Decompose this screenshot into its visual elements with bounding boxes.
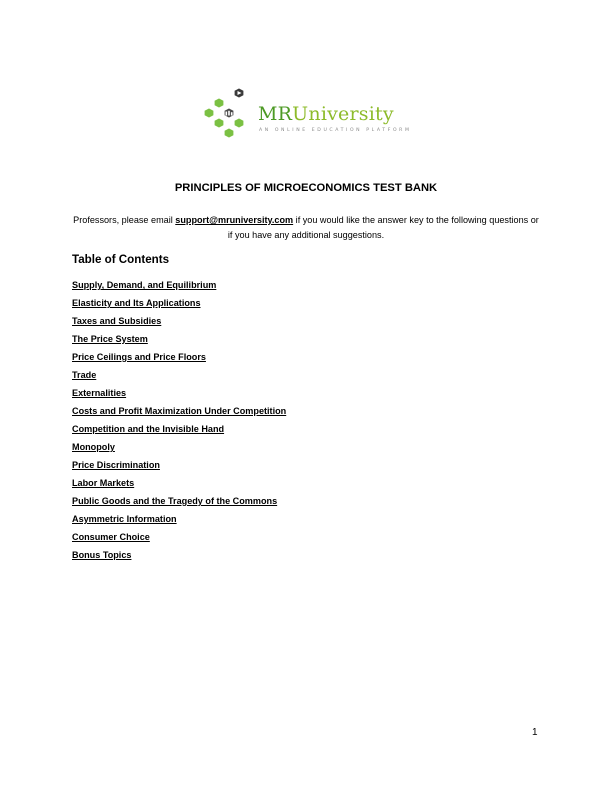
brand-tagline: AN ONLINE EDUCATION PLATFORM <box>259 128 412 133</box>
toc-link[interactable]: Consumer Choice <box>72 532 150 542</box>
intro-paragraph <box>72 213 540 243</box>
document-title: PRINCIPLES OF MICROECONOMICS TEST BANK <box>174 182 438 194</box>
toc-link[interactable]: Supply, Demand, and Equilibrium <box>72 280 217 290</box>
hexagon-cluster-icon <box>200 86 258 144</box>
toc-link[interactable]: The Price System <box>72 334 148 344</box>
toc-link[interactable]: Taxes and Subsidies <box>72 316 162 326</box>
toc-link[interactable]: Public Goods and the Tragedy of the Commons <box>72 496 278 506</box>
toc-link[interactable]: Bonus Topics <box>72 550 132 560</box>
toc-link[interactable]: Elasticity and Its Applications <box>72 298 201 308</box>
page-number: 1 <box>532 727 538 738</box>
brand-name <box>258 103 394 125</box>
intro-text-before: Professors, please email <box>73 215 176 225</box>
mruniversity-logo <box>200 86 410 144</box>
toc-link[interactable]: Asymmetric Information <box>72 514 177 524</box>
toc-link[interactable]: Costs and Profit Maximization Under Competition <box>72 406 287 416</box>
toc-link[interactable]: Price Discrimination <box>72 460 160 470</box>
brand-suffix: University <box>292 103 394 125</box>
support-email-link[interactable]: support@mruniversity.com <box>175 215 294 225</box>
toc-link[interactable]: Labor Markets <box>72 478 135 488</box>
toc-link[interactable]: Externalities <box>72 388 127 398</box>
toc-heading: Table of Contents <box>72 253 170 266</box>
intro-text-after: if you would like the answer key to the following questions or if you have any additional suggestions. <box>227 215 539 240</box>
table-of-contents <box>72 278 286 566</box>
brand-prefix: MR <box>258 103 293 125</box>
toc-link[interactable]: Monopoly <box>72 442 115 452</box>
toc-link[interactable]: Trade <box>72 370 97 380</box>
toc-link[interactable]: Competition and the Invisible Hand <box>72 424 225 434</box>
toc-link[interactable]: Price Ceilings and Price Floors <box>72 352 206 362</box>
